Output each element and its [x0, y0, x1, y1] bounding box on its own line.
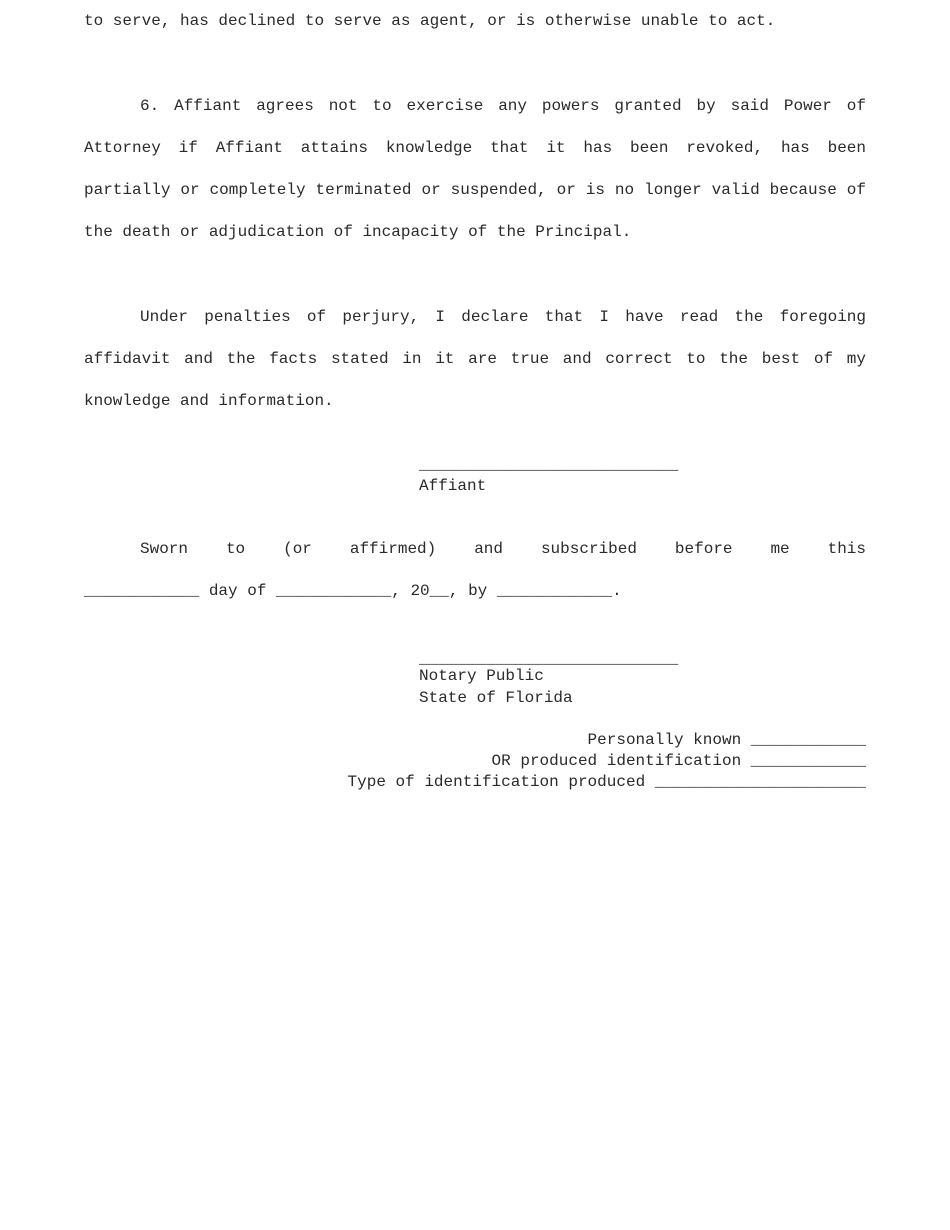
- personally-known-field: Personally known ____________: [587, 731, 866, 749]
- sworn-word: this: [827, 540, 866, 558]
- produced-identification-field: OR produced identification ____________: [491, 752, 866, 770]
- paragraph-perjury: Under penalties of perjury, I declare that I have read the foregoing affidavit and the facts stated in it are true and correct to the best of my knowledge and information.: [84, 308, 866, 410]
- sworn-word: to: [225, 540, 246, 558]
- paragraph-continuation: to serve, has declined to serve as agent, or is otherwise unable to act.: [84, 12, 776, 30]
- notary-signature-line: ___________________________: [419, 650, 679, 668]
- sworn-line-2: ____________ day of ____________, 20__, by ____________.: [84, 582, 622, 600]
- sworn-word: affirmed): [349, 540, 437, 558]
- sworn-word: and: [474, 540, 504, 558]
- sworn-line-1: [84, 528, 866, 570]
- sworn-statement: [84, 528, 866, 612]
- sworn-word: subscribed: [540, 540, 637, 558]
- identification-type-field: Type of identification produced ______________________: [347, 773, 866, 791]
- affiant-signature-line: ___________________________: [419, 456, 679, 474]
- sworn-word: Sworn: [140, 540, 189, 558]
- sworn-word: (or: [283, 540, 312, 558]
- notary-label: Notary Public: [419, 667, 544, 685]
- paragraph-6: 6. Affiant agrees not to exercise any powers granted by said Power of Attorney if Affiant attains knowledge that it has been revoked, has been partially or completely terminated or suspended, or is no longer valid because of the death or adjudication of incapacity of the Principal.: [84, 97, 866, 241]
- sworn-word: before: [674, 540, 733, 558]
- sworn-word: me: [770, 540, 790, 558]
- notary-state: State of Florida: [419, 689, 573, 707]
- affiant-label: Affiant: [419, 477, 487, 495]
